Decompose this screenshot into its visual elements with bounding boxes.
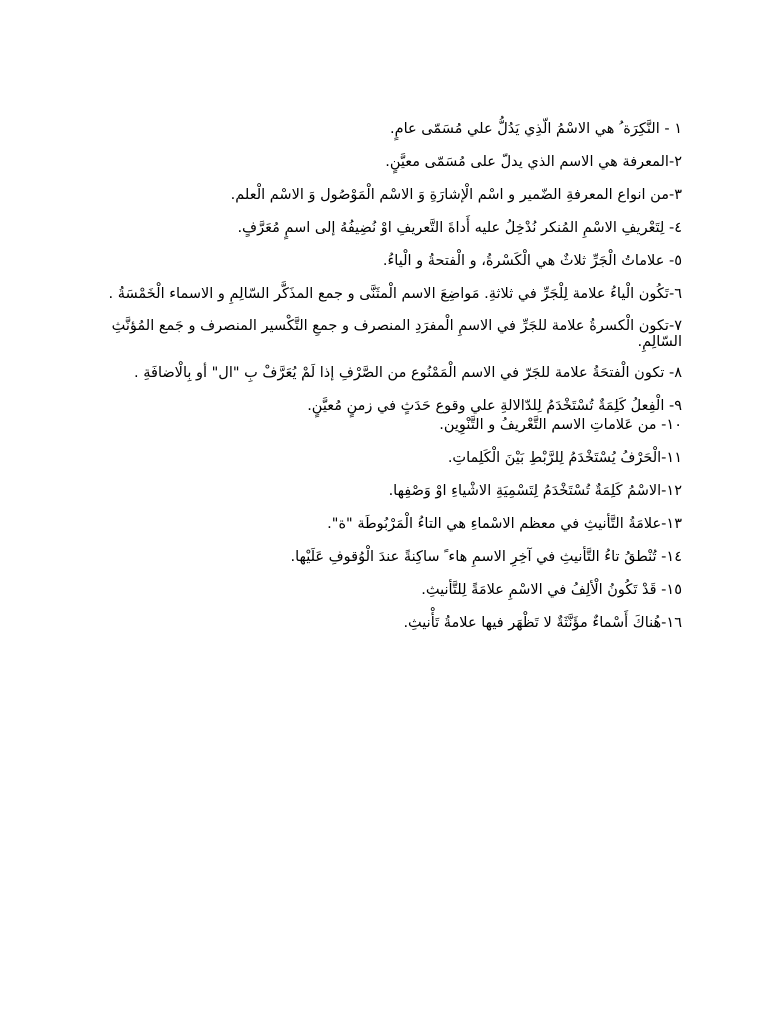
document-body [86,120,682,647]
line-7: ٧-تكون الْكسرةُ علامة للجَرِّ في الاسمِ الْمفرَدِ المنصرف و جمعِ التَّكْسير المنصرف و جَمع المُؤنَّثِ السّالِمِ. [111,318,682,350]
line-16: ١٦-هُناكَ أَسْماءٌ مؤَنَّثَةٌ لا تَظْهَر فيها علامةُ تَأْنيثِ. [403,615,682,631]
line-14: ١٤- تُنْطقُ تاءُ التَّأنيثِ في آخِرِ الاسمِ هاء ً ساكِنةً عندَ الْوُقوفِ عَلَيْها. [290,549,682,565]
line-13: ١٣-علامَةُ التَّأنيثِ في معظم الاسْماءِ هي التاءُ الْمَرْبُوطَة "ة". [327,516,682,532]
line-6: ٦-تَكُون الْياءُ علامة لِلْجَرِّ في ثلاثةِ. مَواضِعَ الاسم الْمثَنَّى و جمع المذَكَّر السّالِمِ و الاسماء الْخَمْسَةُ . [108,286,682,302]
line-15: ١٥- قَدْ تَكُونُ الْألِفُ في الاسْمِ علامَةً لِلتَّأنيثِ. [421,582,682,598]
line-3: ٣-من انواع المعرفةِ الضّمير و اسْم الْإشارَةِ وَ الاسْم الْمَوْصُول وَ الاسْم الْعلم. [230,187,682,203]
line-8: ٨- تكون الْفتحَةُ علامة للجَرّ في الاسم الْمَمْنُوع من الصَّرْفِ إذا لَمْ يُعَرَّفْ بِ "ال" أو بِالْاضافَةِ . [134,365,682,381]
line-5: ٥- علاماتُ الْجَرِّ ثلاثٌ هي الْكَسْرةُ، و الْفتحةُ و الْياءُ. [382,253,682,269]
line-2: ٢-المعرفة هي الاسم الذي يدلّ على مُسَمّى معيَّنٍ. [385,154,682,170]
line-1: ١ - النَّكِرَة ُ هي الاسْمُ الّذِي يَدُلُّ علي مُسَمّى عامٍ. [390,121,682,137]
line-4: ٤- لِتَعْريفِ الاسْمِ المُنكر نُدْخِلُ عليه أَداةَ التَّعريفِ اوْ نُضِيفُهُ إلى اسمٍ مُعَرَّفٍ. [237,220,682,236]
line-11: ١١-الْحَرْفُ يُسْتَخْدَمُ لِلرَّبْطِ بَيْنَ الْكَلِماتِ. [447,450,682,466]
line-10: ١٠- من عَلاماتِ الاسم التَّعْريفُ و التَّنْوِين. [439,417,682,433]
line-9: ٩- الْفِعلُ كَلِمَةٌ تُسْتَخْدَمُ لِلدّالالةِ علي وقوع حَدَثٍ في زمنٍ مُعيَّنٍ. [307,398,682,414]
line-12: ١٢-الاسْمُ كَلِمَةٌ تُسْتَخْدَمُ لِتَسْمِيَةِ الاشْياءِ اوْ وَصْفِها. [388,483,682,499]
